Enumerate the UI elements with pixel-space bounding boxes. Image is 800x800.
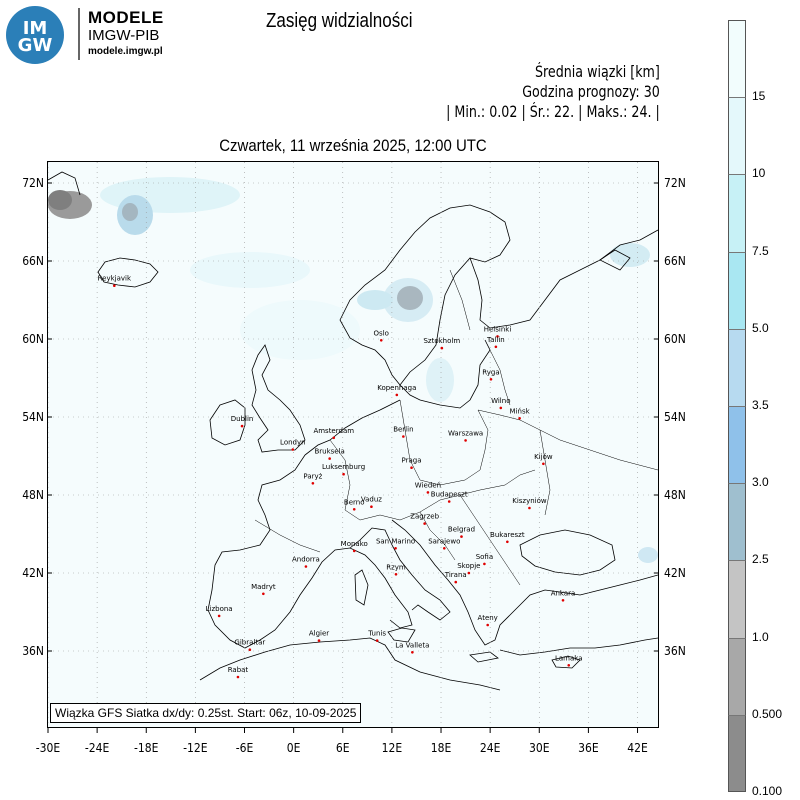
info-beam-mean: Średnia wiązki [km] [535, 62, 660, 81]
map-area [48, 162, 658, 727]
lon-tick-label: 12E [381, 741, 403, 755]
logo-subtitle: IMGW-PIB [88, 27, 160, 44]
city-dot [332, 437, 335, 440]
colorbar-label: 5.0 [752, 320, 769, 335]
lat-tick-label: 72N [22, 176, 44, 190]
city-dot [567, 664, 570, 667]
city-label: Zagrzeb [410, 512, 440, 521]
city-label: Rzym [386, 563, 406, 572]
city-label: Oslo [373, 329, 389, 338]
city-dot [402, 435, 405, 438]
colorbar-label: 3.5 [752, 398, 769, 412]
city-label: Paryż [303, 472, 323, 481]
city-dot [292, 448, 295, 451]
city-label: Kijów [534, 452, 553, 461]
lon-tick-label: -12E [183, 741, 208, 755]
city-label: La Valleta [395, 641, 430, 650]
colorbar-label: 7.5 [752, 243, 769, 258]
city-label: Algier [308, 629, 330, 638]
info-stats: | Min.: 0.02 | Śr.: 22. | Maks.: 24. | [446, 102, 660, 121]
lat-tick-label: 36N [664, 644, 686, 658]
colorbar-label: 3.0 [752, 475, 769, 490]
city-label: Dublin [230, 415, 254, 424]
colorbar-label: 15 [752, 89, 766, 104]
city-label: Tallin [487, 335, 505, 344]
lon-tick-label: 30E [528, 741, 550, 755]
lon-tick-label: 18E [430, 741, 452, 755]
city-label: Luksemburg [322, 463, 366, 472]
city-dot [486, 624, 489, 627]
city-label: Helsinki [483, 325, 512, 334]
colorbar-segment [728, 638, 746, 715]
city-dot [490, 378, 493, 381]
city-dot [376, 639, 379, 642]
lon-tick-label: 24E [479, 741, 501, 755]
city-dot [448, 500, 451, 503]
city-dot [380, 339, 383, 342]
city-dot [312, 482, 315, 485]
lat-tick-label: 42N [664, 566, 686, 580]
colorbar-segment [728, 715, 746, 792]
colorbar-label: 1.0 [752, 629, 769, 644]
city-label: Tunis [368, 629, 386, 638]
lon-tick-label: -24E [84, 741, 110, 755]
city-dot [468, 572, 471, 575]
colorbar-label: 2.5 [752, 552, 769, 567]
colorbar-label: 0.500 [752, 706, 783, 721]
city-label: Lizbona [205, 604, 233, 613]
logo-badge-bottom: GW [17, 35, 53, 56]
city-label: Bukareszt [490, 530, 525, 539]
city-label: Andorra [291, 555, 320, 564]
city-label: Sofia [475, 552, 494, 561]
colorbar-segment [728, 97, 746, 174]
city-label: Ateny [477, 614, 498, 622]
city-label: Monako [340, 539, 368, 548]
logo-name: MODELE [88, 8, 164, 27]
city-dot [464, 439, 467, 442]
city-label: Vaduz [360, 495, 382, 504]
lon-tick-label: -6E [235, 741, 254, 755]
city-label: Budapeszt [430, 490, 468, 499]
city-dot [542, 463, 545, 466]
colorbar-segment [728, 252, 746, 329]
city-dot [395, 573, 398, 576]
city-dot [460, 535, 463, 538]
city-label: Kopenhaga [377, 383, 417, 392]
city-dot [506, 541, 509, 544]
city-label: Ankara [550, 589, 576, 598]
colorbar [728, 20, 746, 792]
city-dot [318, 639, 321, 642]
lat-tick-label: 60N [664, 332, 686, 346]
lon-tick-label: 42E [627, 741, 648, 755]
city-label: Wilno [491, 396, 511, 405]
city-dot [441, 347, 444, 350]
city-label: Kiszyniów [512, 497, 547, 505]
colorbar-segment [728, 174, 746, 251]
lon-tick-label: 36E [578, 741, 599, 755]
city-dot [427, 491, 430, 494]
city-label: Madryt [251, 582, 276, 591]
city-dot [562, 599, 565, 602]
colorbar-segment [728, 406, 746, 483]
city-dot [443, 547, 446, 550]
city-dot [396, 394, 399, 397]
forecast-date: Czwartek, 11 września 2025, 12:00 UTC [219, 136, 487, 155]
city-label: San Marino [375, 537, 416, 546]
colorbar-segment [728, 329, 746, 406]
city-dot [411, 651, 414, 654]
city-label: Gibraltar [234, 638, 266, 647]
lat-tick-label: 54N [22, 410, 44, 424]
lat-tick-label: 66N [664, 254, 686, 268]
city-label: Ryga [482, 368, 500, 377]
city-label: Amsterdam [313, 426, 355, 435]
city-dot [499, 407, 502, 410]
city-label: Skopje [457, 562, 481, 570]
city-dot [495, 346, 498, 349]
city-dot [342, 473, 345, 476]
city-label: Lamaka [554, 654, 583, 663]
city-dot [237, 676, 240, 679]
city-dot [113, 284, 116, 287]
lat-tick-label: 54N [664, 410, 686, 424]
city-dot [353, 550, 356, 553]
city-dot [483, 563, 486, 566]
city-label: Bruksela [314, 447, 345, 456]
colorbar-segment [728, 483, 746, 560]
city-label: Belgrad [447, 525, 476, 534]
colorbar-segment [728, 20, 746, 97]
city-label: Sztokholm [423, 337, 461, 346]
city-label: Rabat [227, 666, 249, 674]
city-dot [218, 615, 221, 618]
colorbar-label: 0.100 [752, 784, 783, 798]
logo-url[interactable]: modele.imgw.pl [88, 46, 163, 57]
city-dot [454, 581, 457, 584]
lat-tick-label: 48N [664, 488, 686, 502]
city-dot [394, 547, 397, 550]
city-label: Mińsk [509, 407, 530, 416]
logo-badge-top: IM [22, 18, 48, 39]
city-label: Praga [401, 456, 422, 465]
colorbar-label: 10 [752, 166, 766, 181]
lon-tick-label: -30E [35, 741, 61, 755]
lat-tick-label: 72N [664, 176, 686, 190]
city-dot [241, 425, 244, 428]
info-forecast-hour: Godzina prognozy: 30 [522, 82, 660, 101]
city-dot [262, 593, 265, 596]
map-title: Zasięg widzialności [266, 10, 413, 32]
city-dot [305, 565, 308, 568]
colorbar-segment [728, 560, 746, 637]
lat-tick-label: 66N [22, 254, 44, 268]
city-dot [353, 508, 356, 511]
city-dot [328, 457, 331, 460]
city-dot [518, 417, 521, 420]
city-label: Warszawa [447, 429, 484, 438]
date-bar [47, 130, 659, 162]
city-dot [528, 507, 531, 510]
city-label: Londyn [280, 438, 306, 447]
lon-tick-label: 0E [286, 741, 301, 755]
city-dot [370, 505, 373, 508]
lat-tick-label: 48N [22, 488, 44, 502]
city-dot [410, 466, 413, 469]
lon-tick-label: 6E [335, 741, 350, 755]
city-dot [423, 522, 426, 525]
city-label: Wiedeń [414, 481, 442, 490]
city-label: Tirana [444, 571, 467, 580]
city-label: Berno [343, 498, 365, 507]
city-label: Berlin [393, 425, 414, 434]
lon-tick-label: -18E [134, 741, 159, 755]
city-label: Reykjavik [97, 274, 132, 283]
model-info-note: Wiązka GFS Siatka dx/dy: 0.25st. Start: 06z, 10-09-2025 [50, 703, 361, 723]
lat-tick-label: 36N [22, 644, 44, 658]
city-label: Sarajewo [428, 537, 461, 546]
lat-tick-label: 60N [22, 332, 44, 346]
city-dot [249, 648, 252, 651]
lat-tick-label: 42N [22, 566, 44, 580]
